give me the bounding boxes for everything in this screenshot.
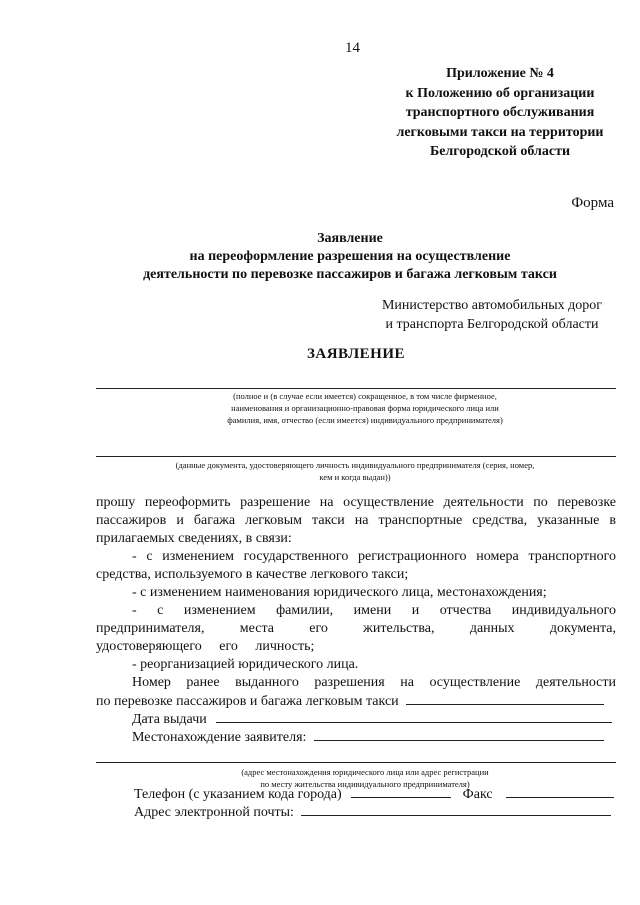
title-line: деятельности по перевозке пассажиров и багажа легковым такси xyxy=(143,267,557,282)
form-label: Форма xyxy=(571,195,614,211)
caption-line: (полное и (в случае если имеется) сокращенное, в том числе фирменное, xyxy=(233,391,497,401)
title-line: на переоформление разрешения на осуществление xyxy=(189,249,511,264)
location-field[interactable] xyxy=(314,728,604,741)
appendix-line: легковыми такси на территории xyxy=(396,124,604,140)
permit-number-field[interactable] xyxy=(406,692,604,705)
caption-line: фамилия, имя, отчество (если имеется) индивидуального предпринимателя) xyxy=(227,415,503,425)
phone-row xyxy=(134,785,614,804)
recipient-line: и транспорта Белгородской области xyxy=(385,317,599,332)
email-label: Адрес электронной почты: xyxy=(134,805,294,820)
permit-number-line2 xyxy=(96,692,604,711)
caption-line: наименования и организационно-правовая форма юридического лица или xyxy=(231,403,499,413)
body-paragraph: - реорганизацией юридического лица. xyxy=(132,657,359,672)
caption-line: (адрес местонахождения юридического лица или адрес регистрации xyxy=(241,767,489,777)
issue-date-field[interactable] xyxy=(216,710,612,723)
recipient-line: Министерство автомобильных дорог xyxy=(381,298,603,313)
document-title xyxy=(110,230,590,284)
body-paragraph: - с изменением фамилии, имени и отчества индивидуального предпринимателя, места его жительства, данных документа, удостоверяющего его личность; xyxy=(96,603,616,654)
email-row xyxy=(134,803,611,822)
caption-line: по месту жительства индивидуального предпринимателя) xyxy=(260,779,470,789)
location-label: Местонахождение заявителя: xyxy=(132,730,307,745)
phone-label: Телефон (с указанием кода города) xyxy=(134,787,342,802)
issue-date-label: Дата выдачи xyxy=(132,712,207,727)
body-paragraph: - с изменением наименования юридического лица, местонахождения; xyxy=(132,585,547,600)
caption-applicant-name xyxy=(170,390,560,426)
permit-number-line1: Номер ранее выданного разрешения на осуществление деятельности xyxy=(132,675,616,690)
page-number: 14 xyxy=(345,40,360,56)
appendix-block xyxy=(380,64,620,162)
caption-line: (данные документа, удостоверяющего личность индивидуального предпринимателя (серия, номер, xyxy=(175,460,535,470)
title-line: Заявление xyxy=(317,231,383,246)
identity-document-field[interactable] xyxy=(96,456,616,457)
appendix-line: Белгородской области xyxy=(429,144,571,159)
phone-field[interactable] xyxy=(351,785,451,798)
statement-heading: ЗАЯВЛЕНИЕ xyxy=(306,346,406,362)
body-text xyxy=(96,494,616,674)
appendix-line: Приложение № 4 xyxy=(446,66,554,81)
fax-field[interactable] xyxy=(506,785,614,798)
appendix-line: к Положению об организации xyxy=(405,85,595,101)
location-row xyxy=(132,728,604,747)
recipient-block xyxy=(370,296,614,334)
permit-number-label: по перевозке пассажиров и багажа легковым такси xyxy=(96,694,399,709)
body-paragraph: - с изменением государственного регистрационного номера транспортного средства, используемого в качестве легкового такси; xyxy=(96,549,616,582)
appendix-line: транспортного обслуживания xyxy=(405,105,595,120)
applicant-name-field[interactable] xyxy=(96,388,616,389)
address-field[interactable] xyxy=(96,762,616,763)
caption-identity-document xyxy=(120,459,590,483)
email-field[interactable] xyxy=(301,803,611,816)
fax-label: Факс xyxy=(462,787,493,802)
body-paragraph: прошу переоформить разрешение на осуществление деятельности по перевозке пассажиров и багажа легковым такси на транспортные средства, указанные в прилагаемых сведениях, в связи: xyxy=(96,495,616,546)
issue-date-row xyxy=(132,710,612,729)
caption-line: кем и когда выдан)) xyxy=(319,472,391,482)
